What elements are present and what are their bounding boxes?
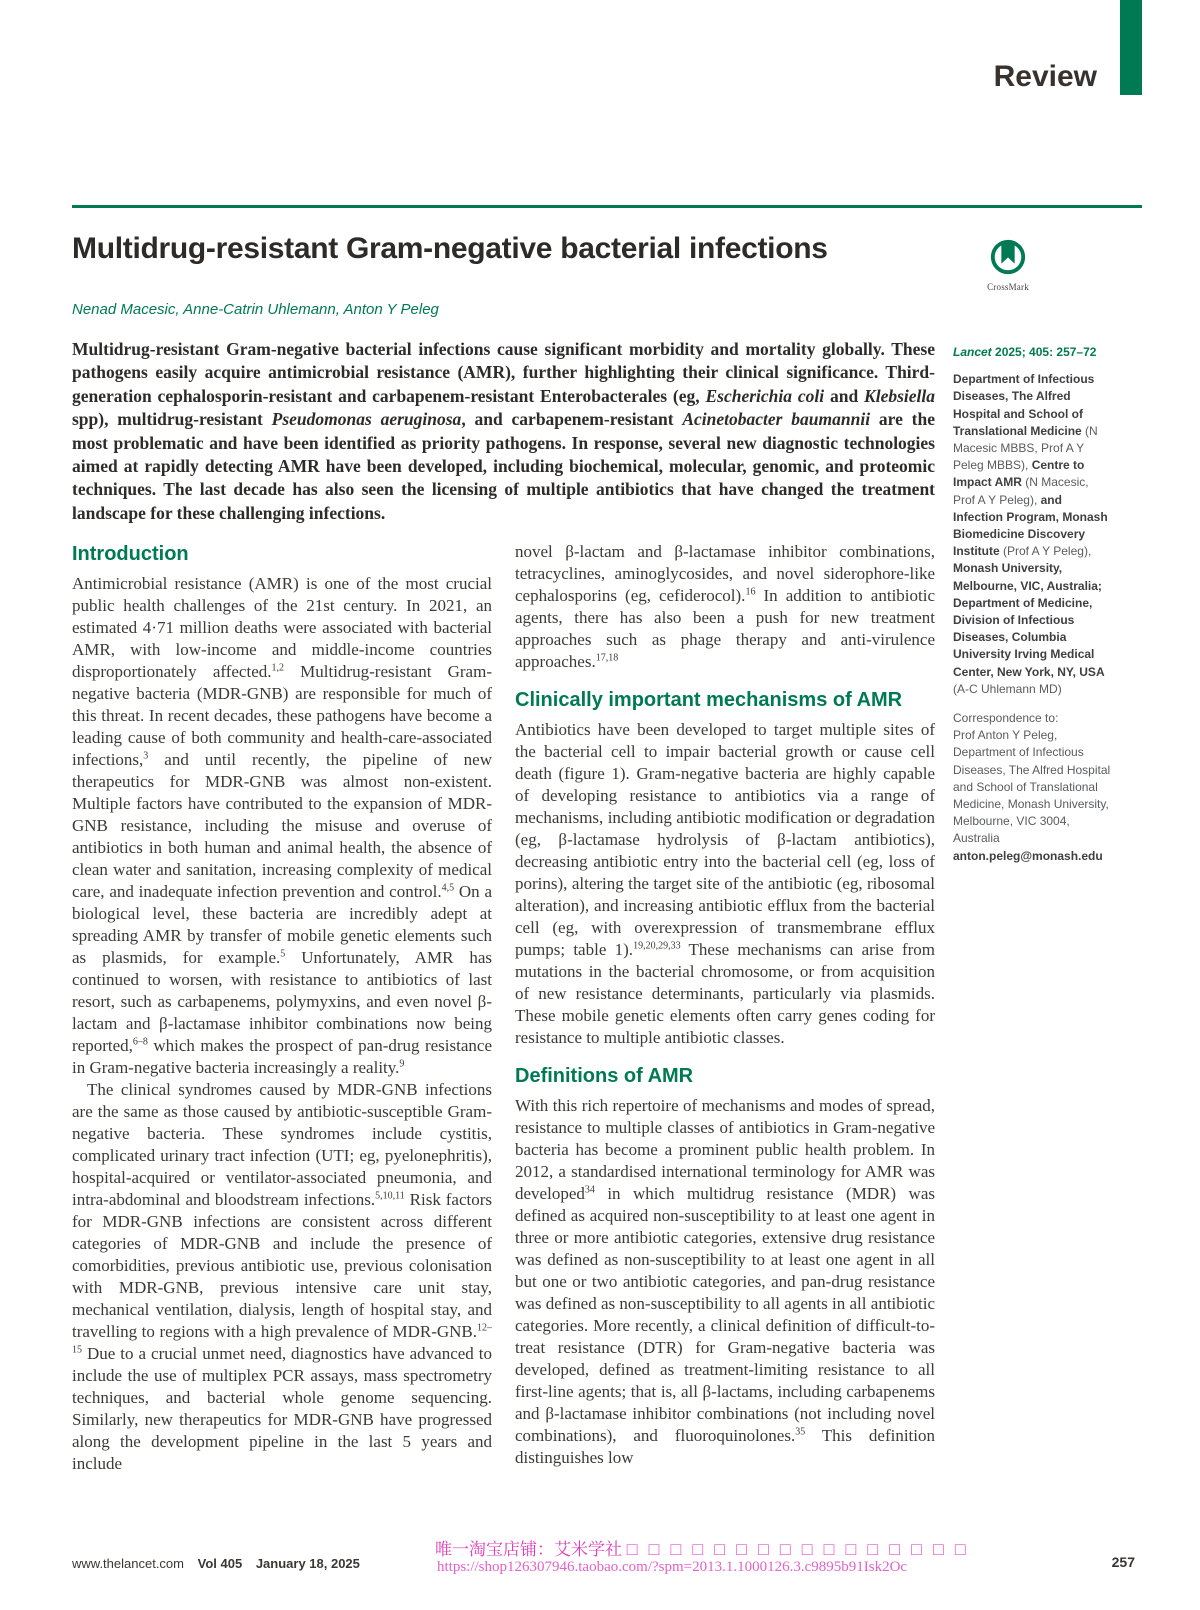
- review-green-bar: [1120, 0, 1142, 95]
- crossmark-badge[interactable]: [976, 238, 1040, 292]
- footer-date: January 18, 2025: [255, 1556, 360, 1571]
- title-rule: [72, 205, 1142, 208]
- column-left: [72, 541, 492, 1475]
- intro-paragraph-1: Antimicrobial resistance (AMR) is one of the most crucial public health challenges of the 21st century. In 2021, an estimated 4·71 million deaths were associated with bacterial AMR, with low-income and middle-income countries disproportionately affected.$^{1,2}$ Multidrug-resistant Gram-negative bacteria (MDR-GNB) are responsible for much of this threat. In recent decades, these pathogens have become a leading cause of both community and health-care-associated infections,$^3$ and until recently, the pipeline of new therapeutics for MDR-GNB was almost non-existent. Multiple factors have contributed to the expansion of MDR-GNB resistance, including the misuse and overuse of antibiotics in both human and animal health, the absence of clean water and sanitation, increasing complexity of medical care, and inadequate infection prevention and control.$^{4,5}$ On a biological level, these bacteria are incredibly adept at spreading AMR by transfer of mobile genetic elements such as plasmids, for example.$^5$ Unfortunately, AMR has continued to worsen, with resistance to antibiotics of last resort, such as carbapenems, polymyxins, and even novel β-lactam and β-lactamase inhibitor combinations now being reported,$^{6-8}$ which makes the prospect of pan-drug resistance in Gram-negative bacteria increasingly a reality.$^9$: [72, 574, 492, 1078]
- citation: Lancet 2025; 405: 257–72: [953, 345, 1097, 359]
- continuation-paragraph: novel β-lactam and β-lactamase inhibitor combinations, tetracyclines, aminoglycosides, and novel siderophore-like cephalosporins (eg, cefiderocol).$^{16}$ In addition to antibiotic agents, there has also been a push for new treatment approaches such as phage therapy and anti-virulence approaches.$^{17,18}$: [515, 542, 936, 672]
- intro-paragraph-2: The clinical syndromes caused by MDR-GNB infections are the same as those caused by antibiotic-susceptible Gram-negative bacteria. These syndromes include cystitis, complicated urinary tract infection (UTI; eg, pyelonephritis), hospital-acquired or ventilator-associated pneumonia, and intra-abdominal and bloodstream infections.$^{5,10,11}$ Risk factors for MDR-GNB infections are consistent across different categories of MDR-GNB and include the presence of comorbidities, previous antibiotic use, previous colonisation with MDR-GNB, previous intensive care unit stay, mechanical ventilation, dialysis, length of hospital stay, and travelling to regions with a high prevalence of MDR-GNB.$^{12-15}$ Due to a crucial unmet need, diagnostics have advanced to include the use of multiplex PCR assays, mass spectrometry techniques, and bacterial whole genome sequencing. Similarly, new therapeutics for MDR-GNB have progressed along the development pipeline in the last 5 years and include: [72, 1080, 492, 1474]
- footer-left: [72, 1556, 360, 1571]
- article-title: Multidrug-resistant Gram-negative bacterial infections: [72, 232, 828, 265]
- mechanisms-paragraph: Antibiotics have been developed to target multiple sites of the bacterial cell to impair bacterial growth or cause cell death (figure 1). Gram-negative bacteria are highly capable of developing resistance to antibiotics via a range of mechanisms, including antibiotic modification or degradation (eg, β-lactamase hydrolysis of β-lactam antibiotics), decreasing antibiotic entry into the bacterial cell (eg, loss of porins), altering the target site of the antibiotic (eg, ribosomal alteration), and increasing antibiotic efflux from the bacterial cell (eg, with overexpression of transmembrane efflux pumps; table 1).$^{19,20,29,33}$ These mechanisms can arise from mutations in the bacterial chromosome, or from acquisition of new resistance determinants, particularly via plasmids. These mobile genetic elements often carry genes coding for resistance to multiple antibiotic classes.: [515, 720, 935, 1048]
- watermark-tofu-boxes: □ □ □ □ □ □ □ □ □ □ □ □ □ □ □ □: [626, 1539, 969, 1559]
- definitions-paragraph: With this rich repertoire of mechanisms and modes of spread, resistance to multiple classes of antibiotics in Gram-negative bacteria has become a prominent public health problem. In 2012, a standardised international terminology for AMR was developed$^{34}$ in which multidrug resistance (MDR) was defined as acquired non-susceptibility to at least one agent in three or more antibiotic categories, extensive drug resistance was defined as non-susceptibility to at least one agent in all but one or two antibiotic categories, and pan-drug resistance was defined as non-susceptibility to all agents in all antibiotic categories. More recently, a clinical definition of difficult-to-treat resistance (DTR) for Gram-negative bacteria was developed, defined as treatment-limiting resistance to all first-line agents; that is, all β-lactams, including carbapenems and β-lactamase inhibitor combinations (not including novel combinations), and fluoroquinolones.$^{35}$ This definition distinguishes low: [515, 1096, 935, 1468]
- watermark-shop-text: 唯一淘宝店铺：艾米学社: [435, 1540, 622, 1559]
- watermark-shop-line: [435, 1535, 969, 1560]
- crossmark-label: CrossMark: [987, 282, 1029, 292]
- section-kicker: Review: [993, 60, 1097, 93]
- crossmark-icon: [989, 263, 1027, 280]
- main-text-block: [72, 338, 935, 1475]
- author-line: Nenad Macesic, Anne-Catrin Uhlemann, Anton Y Peleg: [72, 301, 439, 318]
- affiliations: Department of Infectious Diseases, The Alfred Hospital and School of Translational Medicine (N Macesic MBBS, Prof A Y Peleg MBBS), Centre to Impact AMR (N Macesic, Prof A Y Peleg), and Infection Program, Monash Biomedicine Discovery Institute (Prof A Y Peleg), Monash University, Melbourne, VIC, Australia; Department of Medicine, Division of Infectious Diseases, Columbia University Irving Medical Center, New York, NY, USA (A-C Uhlemann MD): [953, 372, 1108, 696]
- content-area: [72, 338, 1142, 1475]
- footer-volume: Vol 405: [197, 1556, 243, 1571]
- correspondence-email[interactable]: anton.peleg@monash.edu: [953, 848, 1103, 863]
- section-heading-introduction: Introduction: [72, 543, 189, 566]
- correspondence-label: Correspondence to:: [953, 711, 1059, 726]
- metadata-sidebar: [953, 338, 1111, 1475]
- watermark-url[interactable]: https://shop126307946.taobao.com/?spm=2013.1.1000126.3.c9895b91Isk2Oc: [437, 1559, 908, 1575]
- abstract-paragraph: Multidrug-resistant Gram-negative bacterial infections cause significant morbidity and mortality globally. These pathogens easily acquire antimicrobial resistance (AMR), further highlighting their clinical significance. Third-generation cephalosporin-resistant and carbapenem-resistant Enterobacterales (eg, Escherichia coli and Klebsiella spp), multidrug-resistant Pseudomonas aeruginosa, and carbapenem-resistant Acinetobacter baumannii are the most problematic and have been identified as priority pathogens. In response, several new diagnostic technologies aimed at rapidly detecting AMR have been developed, including biochemical, molecular, genomic, and proteomic techniques. The last decade has also seen the licensing of multiple antibiotics that have changed the treatment landscape for these challenging infections.: [72, 339, 936, 523]
- section-heading-mechanisms: Clinically important mechanisms of AMR: [515, 689, 903, 712]
- column-right: [515, 541, 935, 1475]
- section-heading-definitions: Definitions of AMR: [515, 1065, 694, 1088]
- correspondence-address: Prof Anton Y Peleg, Department of Infectious Diseases, The Alfred Hospital and School of Translational Medicine, Monash University, Melbourne, VIC 3004, Australia: [953, 728, 1111, 846]
- two-column-body: [72, 541, 935, 1475]
- correspondence-block: [953, 710, 1111, 865]
- footer-site-link[interactable]: www.thelancet.com: [72, 1556, 184, 1571]
- page-number: 257: [1111, 1554, 1135, 1570]
